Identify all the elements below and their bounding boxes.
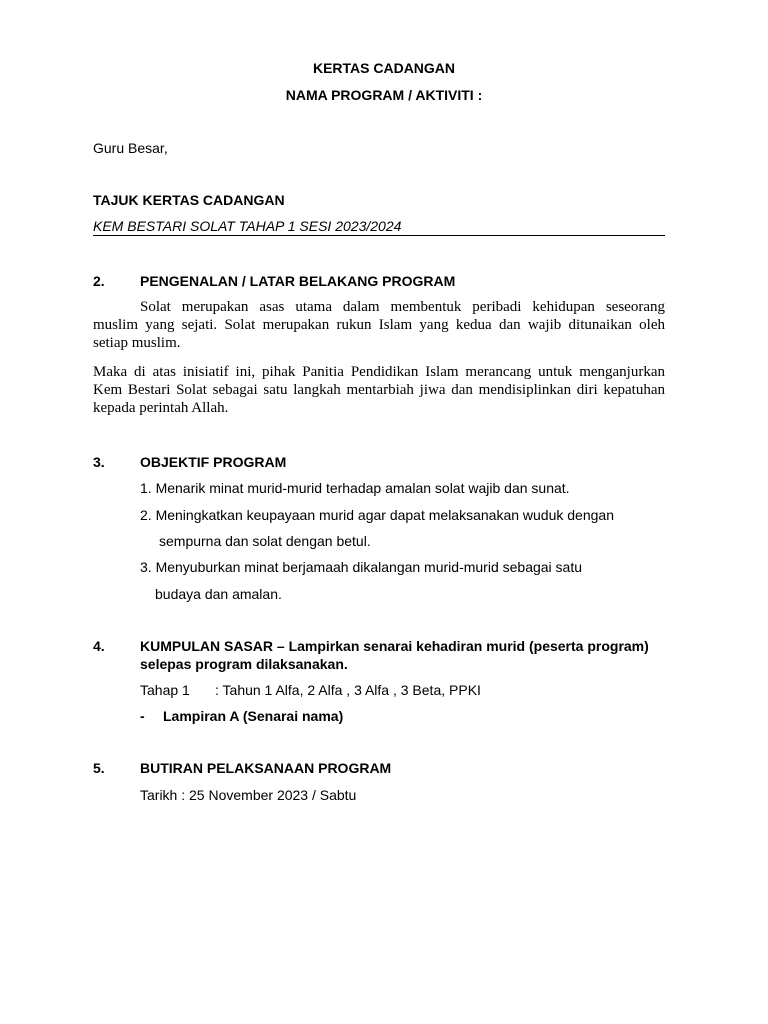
attachment-label: Lampiran A (Senarai nama)	[163, 708, 344, 724]
section-4-heading-continued: selepas program dilaksanakan.	[140, 656, 348, 672]
section-4-heading: KUMPULAN SASAR – Lampirkan senarai kehadiran murid (peserta program)	[140, 638, 649, 654]
objective-item: 2. Meningkatkan keupayaan murid agar dapat melaksanakan wuduk dengan	[140, 507, 614, 523]
intro-paragraph-line: setiap muslim.	[93, 335, 181, 351]
program-date: Tarikh : 25 November 2023 / Sabtu	[140, 787, 357, 803]
section-2-heading: PENGENALAN / LATAR BELAKANG PROGRAM	[140, 273, 456, 289]
initiative-paragraph-line: Kem Bestari Solat sebagai satu langkah mentarbiah jiwa dan mendisiplinkan diri kepatuhan	[93, 382, 665, 398]
section-2-number: 2.	[93, 273, 105, 289]
proposal-title-heading: TAJUK KERTAS CADANGAN	[93, 192, 285, 208]
initiative-paragraph-line: kepada perintah Allah.	[93, 400, 229, 416]
objective-item-continued: budaya dan amalan.	[155, 586, 282, 602]
initiative-paragraph-line: Maka di atas inisiatif ini, pihak Panitia Pendidikan Islam merancang untuk menganjurkan	[93, 364, 665, 380]
section-3-number: 3.	[93, 454, 105, 470]
objective-item: 1. Menarik minat murid-murid terhadap amalan solat wajib dan sunat.	[140, 480, 570, 496]
title-underline	[93, 235, 665, 236]
section-4-number: 4.	[93, 638, 105, 654]
objective-item-continued: sempurna dan solat dengan betul.	[159, 533, 371, 549]
section-3-heading: OBJEKTIF PROGRAM	[140, 454, 287, 470]
objective-item: 3. Menyuburkan minat berjamaah dikalangan murid-murid sebagai satu	[140, 559, 583, 575]
proposal-title-value: KEM BESTARI SOLAT TAHAP 1 SESI 2023/2024	[93, 218, 402, 234]
attachment-bullet: -	[140, 708, 145, 724]
intro-paragraph-line: muslim yang sejati. Solat merupakan rukun Islam yang kedua dan wajib ditunaikan oleh	[93, 317, 665, 333]
intro-paragraph-line: Solat merupakan asas utama dalam membentuk peribadi kehidupan seseorang	[140, 299, 665, 315]
program-name-label: NAMA PROGRAM / AKTIVITI :	[285, 87, 483, 103]
salutation: Guru Besar,	[93, 140, 168, 156]
document-title: KERTAS CADANGAN	[312, 60, 456, 76]
target-group-label: Tahap 1	[140, 682, 190, 698]
target-group-value: : Tahun 1 Alfa, 2 Alfa , 3 Alfa , 3 Beta, PPKI	[215, 682, 481, 698]
section-5-number: 5.	[93, 760, 105, 776]
section-5-heading: BUTIRAN PELAKSANAAN PROGRAM	[140, 760, 392, 776]
